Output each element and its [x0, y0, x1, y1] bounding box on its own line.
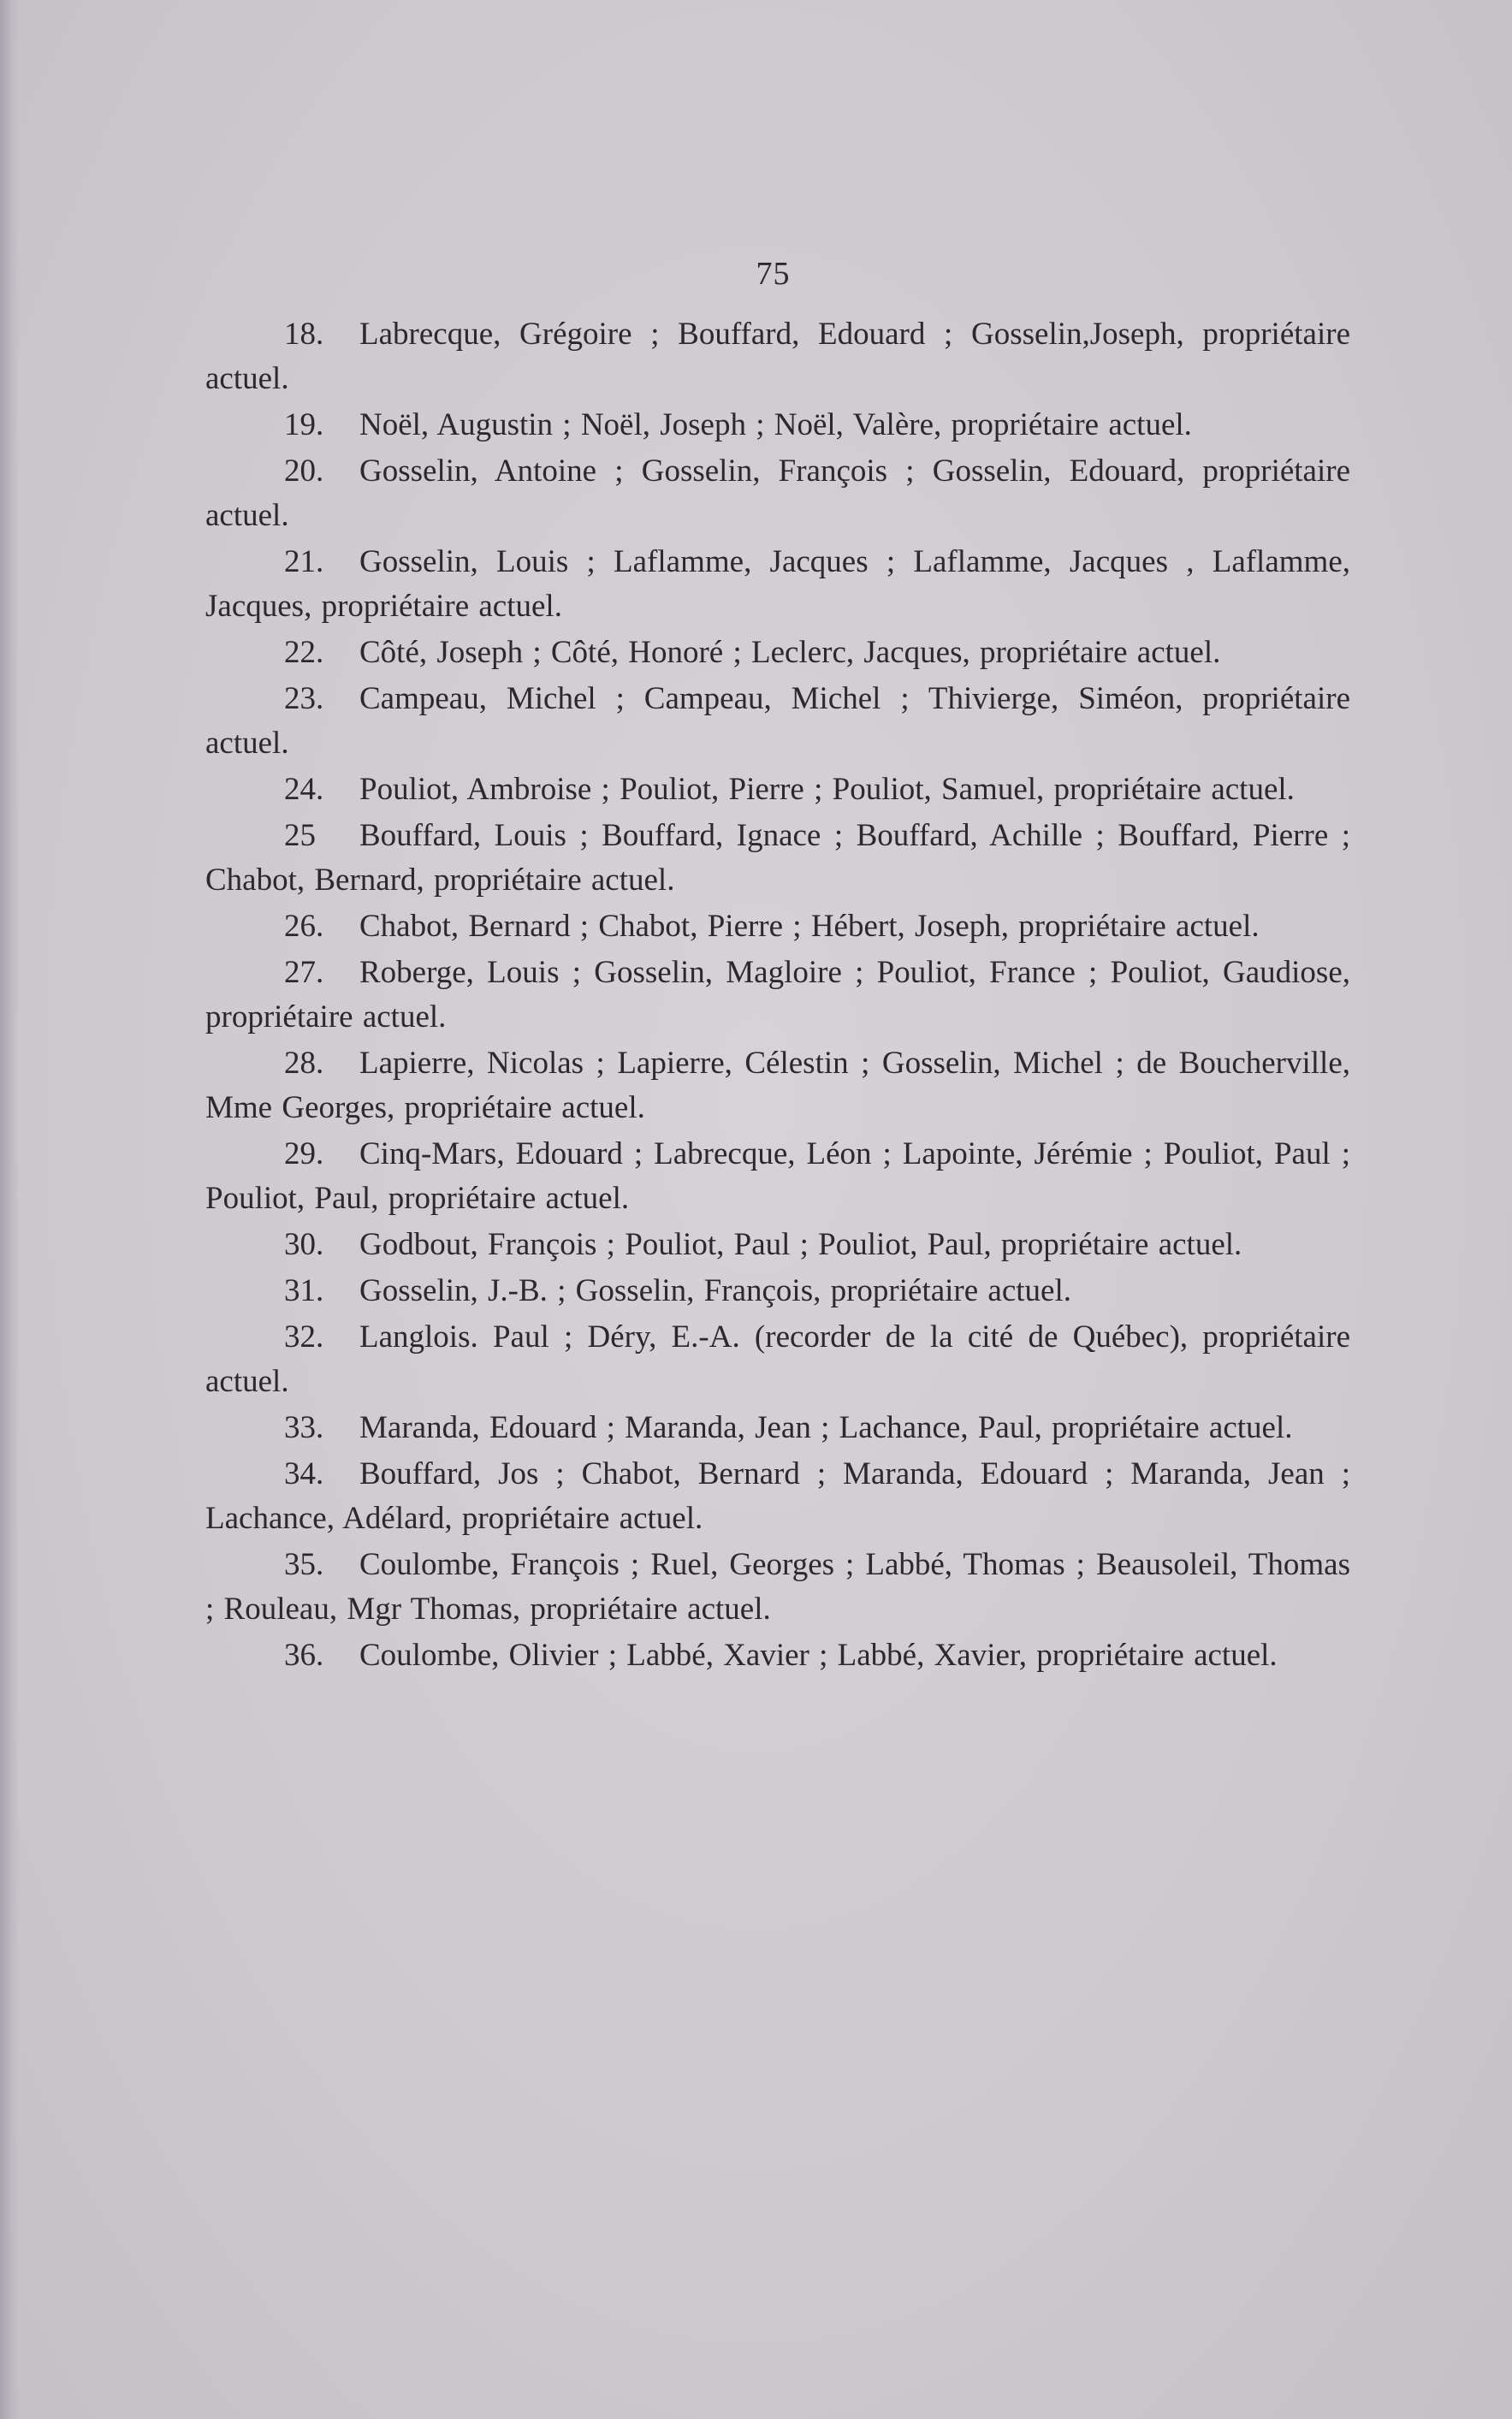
list-item — [205, 1633, 1350, 1678]
list-item — [205, 1223, 1350, 1267]
page-spine-shadow — [0, 0, 19, 2419]
list-item — [205, 1406, 1350, 1450]
list-item — [205, 951, 1350, 1040]
entry-text: Labrecque, Grégoire ; Bouffard, Edouard ; Gosselin,Joseph, propriétaire actuel. — [205, 317, 1350, 396]
entry-number: 35. — [284, 1547, 324, 1582]
entry-number: 31. — [284, 1273, 324, 1308]
list-item — [205, 1132, 1350, 1221]
entries-list — [205, 312, 1350, 1680]
entry-text: Gosselin, Louis ; Laflamme, Jacques ; Laflamme, Jacques , Laflamme, Jacques, propriétaire actuel. — [205, 544, 1350, 624]
entry-number: 21. — [284, 544, 324, 579]
entry-text: Langlois. Paul ; Déry, E.-A. (recorder de la cité de Québec), propriétaire actuel. — [205, 1319, 1350, 1399]
entry-number: 22. — [284, 635, 324, 670]
entry-number: 34. — [284, 1456, 324, 1491]
entry-number: 18. — [284, 317, 324, 352]
list-item — [205, 403, 1350, 448]
entry-text: Godbout, François ; Pouliot, Paul ; Pouliot, Paul, propriétaire actuel. — [359, 1227, 1242, 1262]
entry-text: Pouliot, Ambroise ; Pouliot, Pierre ; Pouliot, Samuel, propriétaire actuel. — [359, 772, 1295, 807]
entry-number: 25 — [284, 818, 316, 853]
entry-number: 19. — [284, 407, 324, 442]
list-item — [205, 1543, 1350, 1632]
list-item — [205, 1452, 1350, 1541]
list-item — [205, 1315, 1350, 1404]
entry-text: Cinq-Mars, Edouard ; Labrecque, Léon ; Lapointe, Jérémie ; Pouliot, Paul ; Pouliot, Paul, propriétaire actuel. — [205, 1136, 1350, 1216]
entry-number: 33. — [284, 1410, 324, 1445]
list-item — [205, 312, 1350, 401]
list-item — [205, 677, 1350, 766]
entry-number: 32. — [284, 1319, 324, 1355]
entry-number: 30. — [284, 1227, 324, 1262]
entry-number: 26. — [284, 909, 324, 944]
list-item — [205, 814, 1350, 903]
entry-number: 24. — [284, 772, 324, 807]
entry-text: Bouffard, Jos ; Chabot, Bernard ; Maranda, Edouard ; Maranda, Jean ; Lachance, Adélard, propriétaire actuel. — [205, 1456, 1350, 1536]
list-item — [205, 1269, 1350, 1313]
entry-number: 36. — [284, 1638, 324, 1673]
list-item — [205, 904, 1350, 949]
entry-text: Lapierre, Nicolas ; Lapierre, Célestin ; Gosselin, Michel ; de Boucherville, Mme Georges, propriétaire actuel. — [205, 1046, 1350, 1125]
entry-text: Chabot, Bernard ; Chabot, Pierre ; Hébert, Joseph, propriétaire actuel. — [359, 909, 1260, 944]
entry-text: Noël, Augustin ; Noël, Joseph ; Noël, Valère, propriétaire actuel. — [359, 407, 1192, 442]
entry-text: Coulombe, Olivier ; Labbé, Xavier ; Labbé, Xavier, propriétaire actuel. — [359, 1638, 1278, 1673]
entry-text: Maranda, Edouard ; Maranda, Jean ; Lachance, Paul, propriétaire actuel. — [359, 1410, 1293, 1445]
list-item — [205, 1041, 1350, 1130]
page-number: 75 — [756, 256, 791, 292]
entry-text: Gosselin, Antoine ; Gosselin, François ; Gosselin, Edouard, propriétaire actuel. — [205, 454, 1350, 533]
entry-number: 28. — [284, 1046, 324, 1081]
entry-number: 23. — [284, 681, 324, 716]
list-item — [205, 540, 1350, 629]
list-item — [205, 631, 1350, 675]
entry-text: Côté, Joseph ; Côté, Honoré ; Leclerc, Jacques, propriétaire actuel. — [359, 635, 1221, 670]
entry-text: Bouffard, Louis ; Bouffard, Ignace ; Bouffard, Achille ; Bouffard, Pierre ; Chabot, Bernard, propriétaire actuel. — [205, 818, 1350, 898]
entry-number: 29. — [284, 1136, 324, 1171]
entry-text: Roberge, Louis ; Gosselin, Magloire ; Pouliot, France ; Pouliot, Gaudiose, propriétaire actuel. — [205, 955, 1350, 1035]
entry-number: 20. — [284, 454, 324, 489]
entry-text: Coulombe, François ; Ruel, Georges ; Labbé, Thomas ; Beausoleil, Thomas ; Rouleau, Mgr Thomas, propriétaire actuel. — [205, 1547, 1350, 1627]
list-item — [205, 449, 1350, 538]
entry-number: 27. — [284, 955, 324, 990]
list-item — [205, 768, 1350, 812]
entry-text: Campeau, Michel ; Campeau, Michel ; Thivierge, Siméon, propriétaire actuel. — [205, 681, 1350, 761]
entry-text: Gosselin, J.-B. ; Gosselin, François, propriétaire actuel. — [359, 1273, 1071, 1308]
